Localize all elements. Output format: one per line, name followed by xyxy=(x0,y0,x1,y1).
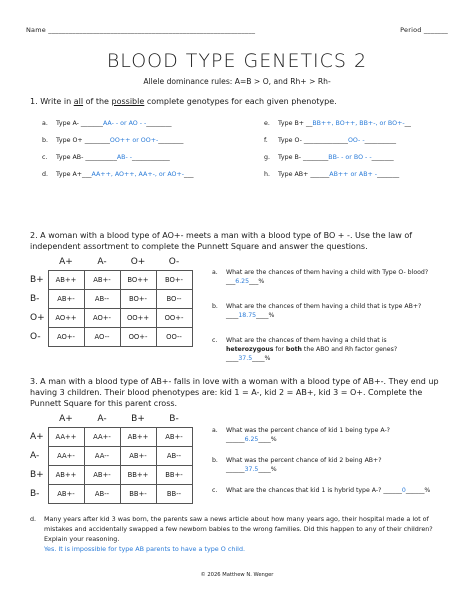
punnett-cell: AB-- xyxy=(84,289,120,308)
subq-text: What are the chances that kid 1 is hybrid type A-? ______ xyxy=(226,487,402,494)
page-subtitle: Allele dominance rules: A=B > O, and Rh+ > Rh- xyxy=(143,77,331,86)
question-1-possible: possible xyxy=(111,97,145,106)
subq-letter: a. xyxy=(212,427,218,434)
phenotype-item xyxy=(264,171,452,178)
subq-bold-both: both xyxy=(285,346,302,353)
punnett-cell: AA-- xyxy=(84,446,120,465)
subq-suffix: ___% xyxy=(249,278,265,285)
punnett-col-header: A+ xyxy=(59,256,73,267)
item-letter: h. xyxy=(264,171,270,178)
question-1-all: all xyxy=(73,97,84,106)
q3-subquestion-a xyxy=(212,426,432,444)
punnett-cell: AB+- xyxy=(48,289,84,308)
subq-suffix: ____% xyxy=(258,466,277,473)
subq-text-mid: for xyxy=(273,346,286,353)
subq-answer: 6.25 xyxy=(235,278,250,285)
item-suffix: _______ xyxy=(371,154,394,161)
punnett-cell: BO-- xyxy=(156,289,192,308)
punnett-cell: AB++ xyxy=(48,270,84,289)
punnett-square-q3 xyxy=(30,411,193,504)
period-line: Period _______ xyxy=(400,26,448,34)
subq-letter: c. xyxy=(212,487,218,494)
punnett-col-header: B+ xyxy=(131,413,145,424)
phenotype-item xyxy=(264,154,452,161)
phenotype-item xyxy=(42,154,264,161)
punnett-cell: AB+- xyxy=(120,446,156,465)
name-line: Name ____________________________________________________________ xyxy=(26,26,256,34)
question-1-text-pre: Write in xyxy=(40,97,74,106)
item-suffix: ___ xyxy=(184,171,194,178)
question-3-text: 3. A man with a blood type of AB+- falls in love with a woman with a blood type of AB+-. They end up having 3 children. Their blood phenotypes are: kid 1 = A-, kid 2 = AB+, kid 3 = O+. Complete the Punnett Square for this parent cross. xyxy=(30,377,439,408)
subq-text: What are the chances of them having a child with Type O- blood? ___ xyxy=(226,269,429,285)
q2-subquestion-c xyxy=(212,336,432,363)
question-1 xyxy=(30,96,450,107)
punnett-cell: AB++ xyxy=(120,427,156,446)
subq-answer: Yes. It is impossible for type AB parents to have a type O child. xyxy=(44,545,246,553)
phenotype-item xyxy=(42,137,264,144)
item-answer: AB- - xyxy=(116,154,133,161)
item-suffix: __ xyxy=(404,120,411,127)
subq-suffix: ____% xyxy=(252,355,271,362)
punnett-cell: AB+- xyxy=(48,484,84,503)
punnett-col-header: A+ xyxy=(59,413,73,424)
punnett-cell: BO++ xyxy=(120,270,156,289)
punnett-cell: BB+- xyxy=(156,465,192,484)
subq-text: What was the percent chance of kid 1 being type A-? ______ xyxy=(226,427,390,443)
subq-answer: 0 xyxy=(401,487,406,494)
item-suffix: _______ xyxy=(377,171,400,178)
item-letter: b. xyxy=(42,137,48,144)
punnett-cell: AA+- xyxy=(84,427,120,446)
punnett-row-header: B+ xyxy=(30,469,44,480)
subq-suffix: ____% xyxy=(258,436,277,443)
punnett-cell: AO++ xyxy=(48,308,84,327)
subq-answer: 37.5 xyxy=(238,355,253,362)
punnett-cell: AB+- xyxy=(84,465,120,484)
item-answer: BB++, BO++, BB+-, or BO+- xyxy=(312,120,405,127)
punnett-cell: OO+- xyxy=(120,327,156,346)
subq-bold-heterozygous: heterozygous xyxy=(226,346,274,353)
punnett-row-header: A+ xyxy=(30,431,44,442)
punnett-col-header: O+ xyxy=(130,256,146,267)
item-letter: c. xyxy=(42,154,48,161)
punnett-cell: AA++ xyxy=(48,427,84,446)
copyright-footer: © 2026 Matthew N. Wenger xyxy=(200,572,274,578)
question-2-text: 2. A woman with a blood type of AO+- meets a man with a blood type of BO + -. Use the law of independent assortment to complete the Punnett Square and answer the questions. xyxy=(30,231,413,251)
punnett-cell: BB+- xyxy=(120,484,156,503)
item-answer: BB- - or BO - - xyxy=(328,154,372,161)
subq-text-post: the ABO and Rh factor genes? ____ xyxy=(226,346,398,362)
subq-letter: b. xyxy=(212,457,218,464)
phenotype-item xyxy=(264,120,452,127)
punnett-cell: AB++ xyxy=(48,465,84,484)
item-label: Type AB- __________ xyxy=(56,154,117,161)
subq-answer: 18.75 xyxy=(238,312,257,319)
punnett-cell: BO+- xyxy=(156,270,192,289)
punnett-cell: AB+- xyxy=(156,427,192,446)
subq-text: What are the chances of them having a child that is xyxy=(226,337,387,344)
subq-letter: b. xyxy=(212,303,218,310)
item-letter: g. xyxy=(264,154,270,161)
punnett-row-header: B- xyxy=(30,488,40,499)
item-suffix: __________ xyxy=(364,137,397,144)
punnett-col-header: A- xyxy=(97,413,107,424)
question-1-number: 1. xyxy=(30,97,38,106)
item-label: Type A- _______ xyxy=(56,120,103,127)
item-answer: AA++, AO++, AA+-, or AO+- xyxy=(91,171,185,178)
punnett-cell: BO+- xyxy=(120,289,156,308)
punnett-cell: AO-- xyxy=(84,327,120,346)
punnett-row-header: A- xyxy=(30,450,40,461)
item-label: Type B+ __ xyxy=(278,120,313,127)
item-label: Type A+___ xyxy=(56,171,92,178)
punnett-cell: AB-- xyxy=(156,446,192,465)
punnett-cell: AO+- xyxy=(48,327,84,346)
item-label: Type O+ ________ xyxy=(56,137,110,144)
punnett-row-header: O+ xyxy=(30,312,45,323)
item-suffix: ________ xyxy=(158,137,184,144)
punnett-cell: AB-- xyxy=(84,484,120,503)
subq-text: What was the percent chance of kid 2 being AB+? ______ xyxy=(226,457,382,473)
item-letter: f. xyxy=(264,137,268,144)
q2-subquestion-a xyxy=(212,268,432,286)
item-label: Type O- ______________ xyxy=(278,137,348,144)
subq-text: What are the chances of them having a child that is type AB+? ____ xyxy=(226,303,422,319)
item-suffix: ____________ xyxy=(132,154,170,161)
q3-subquestion-b xyxy=(212,456,432,474)
subq-text: Many years after kid 3 was born, the parents saw a news article about how many years ago, their hospital made a lot of mistakes and accidentally swapped a few newborn babies to the wrong families. Did this happen to any of their children? Explain your reasoning. xyxy=(44,515,433,543)
q3-subquestion-d xyxy=(30,514,448,554)
punnett-square-q2 xyxy=(30,254,193,347)
item-answer: AB++ or AB+ - xyxy=(329,171,378,178)
phenotype-list xyxy=(42,120,452,178)
q3-subquestion-c xyxy=(212,486,432,495)
q2-subquestion-b xyxy=(212,302,432,320)
header xyxy=(26,26,448,34)
item-suffix: ________ xyxy=(146,120,172,127)
punnett-row-header: B- xyxy=(30,293,40,304)
punnett-col-header: A- xyxy=(97,256,107,267)
punnett-cell: OO+- xyxy=(156,308,192,327)
punnett-cell: AA+- xyxy=(48,446,84,465)
question-1-text-mid: of the xyxy=(83,97,112,106)
page-title: BLOOD TYPE GENETICS 2 xyxy=(106,50,368,72)
punnett-cell: AO+- xyxy=(84,308,120,327)
item-answer: OO++ or OO+- xyxy=(109,137,159,144)
punnett-cell: OO-- xyxy=(156,327,192,346)
item-answer: AA- - or AO - - xyxy=(102,120,147,127)
subq-answer: 37.5 xyxy=(244,466,259,473)
punnett-col-header: B- xyxy=(169,413,179,424)
phenotype-item xyxy=(264,137,452,144)
punnett-cell: BB-- xyxy=(156,484,192,503)
punnett-cell: OO++ xyxy=(120,308,156,327)
item-label: Type AB+ ______ xyxy=(278,171,330,178)
subq-suffix: ____% xyxy=(256,312,275,319)
item-letter: a. xyxy=(42,120,48,127)
question-1-text-post: complete genotypes for each given phenotype. xyxy=(144,97,337,106)
punnett-cell: BB++ xyxy=(120,465,156,484)
item-label: Type B- ________ xyxy=(278,154,329,161)
item-letter: e. xyxy=(264,120,270,127)
subq-letter: c. xyxy=(212,337,218,344)
subq-letter: a. xyxy=(212,269,218,276)
phenotype-item xyxy=(42,171,264,178)
subq-answer: 6.25 xyxy=(244,436,259,443)
phenotype-item xyxy=(42,120,264,127)
subq-letter: d. xyxy=(30,515,37,523)
punnett-row-header: B+ xyxy=(30,274,44,285)
item-answer: OO- - xyxy=(347,137,365,144)
subq-suffix: ______% xyxy=(405,487,431,494)
punnett-row-header: O- xyxy=(30,331,41,342)
punnett-col-header: O- xyxy=(168,256,180,267)
item-letter: d. xyxy=(42,171,48,178)
punnett-cell: AB+- xyxy=(84,270,120,289)
